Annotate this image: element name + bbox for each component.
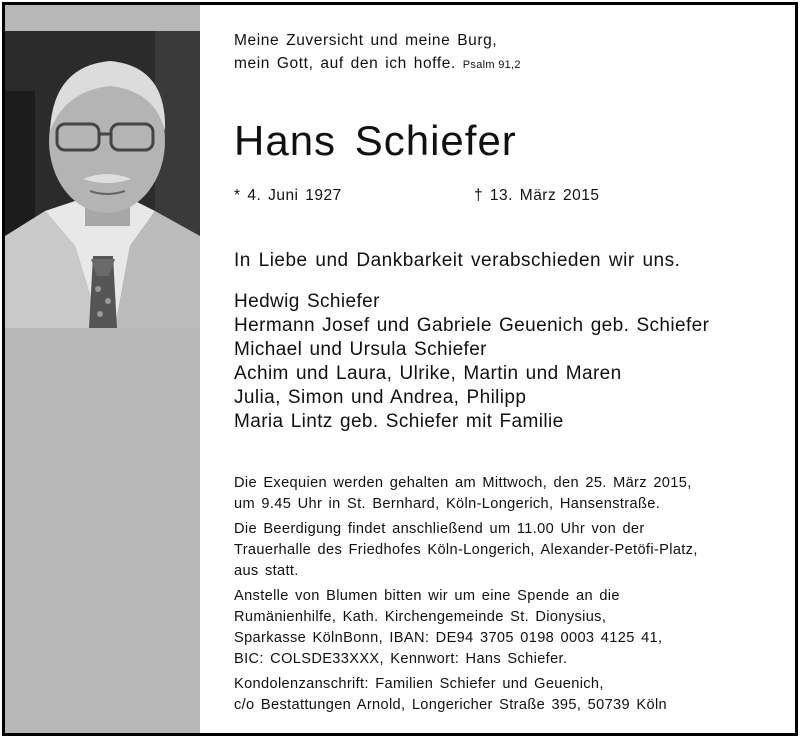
- birth-date: * 4. Juni 1927: [234, 187, 342, 204]
- note-line: Die Exequien werden gehalten am Mittwoch, den 25. März 2015,: [234, 475, 692, 491]
- note-line: Sparkasse KölnBonn, IBAN: DE94 3705 0198 0003 4125 41,: [234, 630, 663, 646]
- family-member: Maria Lintz geb. Schiefer mit Familie: [234, 411, 564, 432]
- psalm-quote: [234, 29, 521, 77]
- note-line: Kondolenzanschrift: Familien Schiefer und Geuenich,: [234, 676, 604, 692]
- note-line: Anstelle von Blumen bitten wir um eine Spende an die: [234, 588, 620, 604]
- family-member: Achim und Laura, Ulrike, Martin und Maren: [234, 363, 622, 384]
- family-list: [234, 290, 709, 434]
- farewell-text: In Liebe und Dankbarkeit verabschieden wir uns.: [234, 250, 681, 271]
- burial-paragraph: [234, 519, 779, 582]
- condolence-paragraph: [234, 674, 779, 716]
- family-member: Julia, Simon und Andrea, Philipp: [234, 387, 527, 408]
- note-line: BIC: COLSDE33XXX, Kennwort: Hans Schiefer.: [234, 651, 568, 667]
- note-line: Die Beerdigung findet anschließend um 11.00 Uhr von der: [234, 521, 645, 537]
- note-line: aus statt.: [234, 563, 299, 579]
- family-member: Hermann Josef und Gabriele Geuenich geb. Schiefer: [234, 315, 710, 336]
- psalm-reference: Psalm 91,2: [462, 59, 521, 71]
- portrait-illustration: [5, 31, 200, 328]
- exequien-paragraph: [234, 473, 779, 515]
- sidebar-panel: [5, 5, 200, 733]
- portrait-photo: [5, 31, 200, 328]
- obituary-notice: [2, 2, 798, 736]
- family-member: Michael und Ursula Schiefer: [234, 339, 487, 360]
- psalm-line-2-text: mein Gott, auf den ich hoffe.: [234, 55, 456, 72]
- note-line: c/o Bestattungen Arnold, Longericher Straße 395, 50739 Köln: [234, 697, 668, 713]
- service-notes: [234, 473, 779, 720]
- donation-paragraph: [234, 586, 779, 670]
- deceased-name: Hans Schiefer: [234, 117, 517, 164]
- death-date: † 13. März 2015: [474, 187, 600, 204]
- note-line: Trauerhalle des Friedhofes Köln-Longerich, Alexander-Petöfi-Platz,: [234, 542, 698, 558]
- note-line: um 9.45 Uhr in St. Bernhard, Köln-Longerich, Hansenstraße.: [234, 496, 661, 512]
- psalm-line-1: Meine Zuversicht und meine Burg,: [234, 32, 498, 49]
- psalm-line-2: [234, 52, 521, 77]
- note-line: Rumänienhilfe, Kath. Kirchengemeinde St. Dionysius,: [234, 609, 607, 625]
- family-member: Hedwig Schiefer: [234, 291, 380, 312]
